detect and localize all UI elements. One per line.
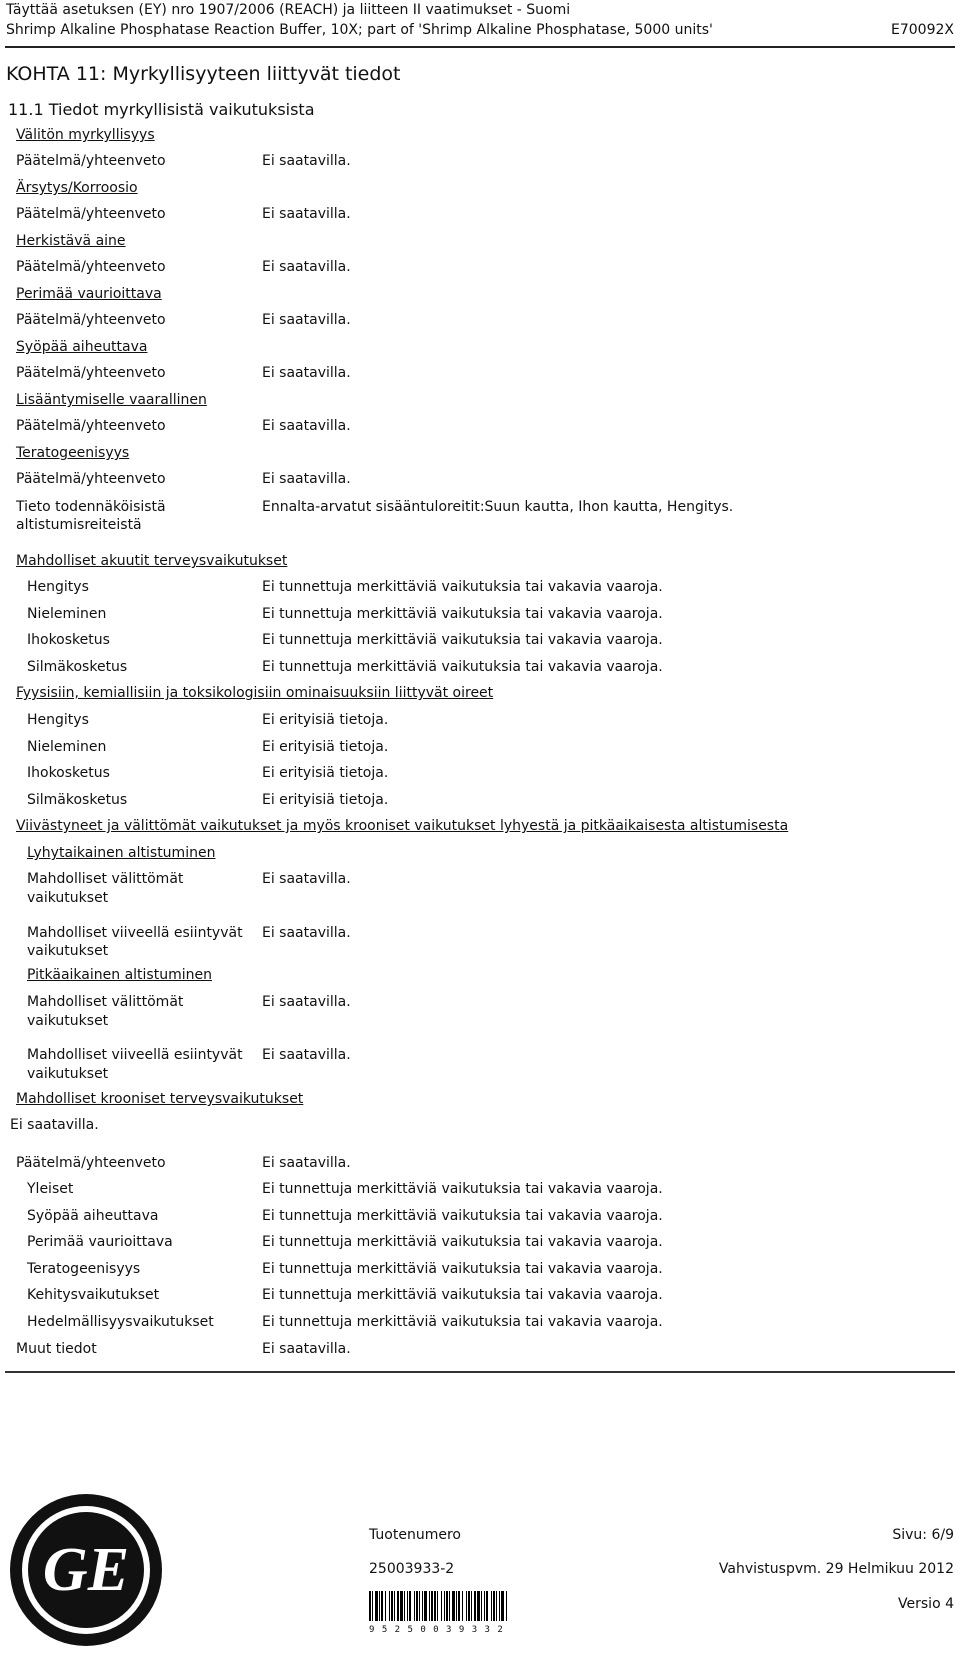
- barcode-bar: [446, 1591, 448, 1621]
- carcinogenic-summary-value: Ei saatavilla.: [262, 365, 351, 381]
- barcode-bar: [466, 1591, 467, 1621]
- chronic-effect-label: Yleiset: [27, 1181, 74, 1197]
- reproductive-summary-value: Ei saatavilla.: [262, 418, 351, 434]
- chronic-heading: Mahdolliset krooniset terveysvaikutukset: [16, 1091, 304, 1107]
- teratogenic-summary-value: Ei saatavilla.: [262, 471, 351, 487]
- barcode-bar: [434, 1591, 436, 1621]
- barcode-bar: [407, 1591, 408, 1621]
- barcode-bar: [441, 1591, 442, 1621]
- barcode-bar: [391, 1591, 393, 1621]
- revision-date: Vahvistuspvm. 29 Helmikuu 2012: [718, 1561, 954, 1577]
- product-name: Shrimp Alkaline Phosphatase Reaction Buffer, 10X; part of 'Shrimp Alkaline Phosphatase, 5000 units': [6, 22, 713, 38]
- acute-summary-label: Päätelmä/yhteenveto: [16, 153, 166, 169]
- acute-toxicity-heading: Välitön myrkyllisyys: [16, 127, 155, 143]
- chronic-effect-value: Ei tunnettuja merkittäviä vaikutuksia tai vakavia vaaroja.: [262, 1313, 663, 1330]
- carcinogenic-heading: Syöpää aiheuttava: [16, 339, 148, 355]
- barcode-bar: [499, 1591, 500, 1621]
- barcode-bar: [486, 1591, 488, 1621]
- acute-effect-label: Ihokosketus: [27, 632, 110, 648]
- symptom-value: Ei erityisiä tietoja.: [262, 765, 389, 781]
- other-info-label: Muut tiedot: [16, 1341, 97, 1357]
- reproductive-heading: Lisääntymiselle vaarallinen: [16, 392, 207, 408]
- barcode-bar: [404, 1591, 405, 1621]
- header-divider: [5, 46, 955, 48]
- short-term-heading: Lyhytaikainen altistuminen: [27, 845, 216, 861]
- chronic-effect-value: Ei tunnettuja merkittäviä vaikutuksia tai vakavia vaaroja.: [262, 1181, 663, 1197]
- barcode-digits: 9 5 2 5 0 0 3 9 3 3 2: [369, 1625, 504, 1635]
- long-delayed-label-2: vaikutukset: [27, 1066, 109, 1082]
- irritation-summary-value: Ei saatavilla.: [262, 206, 351, 222]
- barcode-bar: [493, 1591, 495, 1621]
- symptom-label: Hengitys: [27, 712, 89, 728]
- acute-summary-value: Ei saatavilla.: [262, 153, 351, 169]
- symptom-value: Ei erityisiä tietoja.: [262, 791, 389, 808]
- barcode-bar: [372, 1591, 373, 1621]
- barcode-bar: [437, 1591, 438, 1621]
- barcode-bar: [381, 1591, 383, 1621]
- product-number: 25003933-2: [369, 1561, 455, 1577]
- regulation-line: Täyttää asetuksen (EY) nro 1907/2006 (REACH) ja liitteen II vaatimukset - Suomi: [6, 2, 571, 18]
- content-divider: [5, 1371, 955, 1373]
- barcode-bar: [501, 1591, 504, 1621]
- barcode-bar: [429, 1591, 430, 1621]
- exposure-routes-value: Ennalta-arvatut sisääntuloreitit:Suun kautta, Ihon kautta, Hengitys.: [262, 499, 734, 515]
- acute-health-heading: Mahdolliset akuutit terveysvaikutukset: [16, 553, 288, 569]
- barcode-bar: [414, 1591, 415, 1621]
- acute-effect-label: Hengitys: [27, 579, 89, 595]
- irritation-summary-label: Päätelmä/yhteenveto: [16, 206, 166, 222]
- symptom-label: Ihokosketus: [27, 765, 110, 781]
- section-title: KOHTA 11: Myrkyllisyyteen liittyvät tiedot: [6, 63, 401, 85]
- acute-effect-value: Ei tunnettuja merkittäviä vaikutuksia tai vakavia vaaroja.: [262, 632, 663, 648]
- chronic-effect-value: Ei tunnettuja merkittäviä vaikutuksia tai vakavia vaaroja.: [262, 1234, 663, 1250]
- short-immediate-label-1: Mahdolliset välittömät: [27, 871, 184, 887]
- chronic-effect-label: Perimää vaurioittava: [27, 1234, 173, 1250]
- barcode-bar: [389, 1591, 390, 1621]
- barcode-bar: [431, 1591, 433, 1621]
- chronic-effect-label: Syöpää aiheuttava: [27, 1207, 159, 1224]
- chronic-effect-value: Ei tunnettuja merkittäviä vaikutuksia tai vakavia vaaroja.: [262, 1207, 663, 1224]
- chronic-effect-label: Hedelmällisyysvaikutukset: [27, 1313, 214, 1330]
- teratogenic-summary-label: Päätelmä/yhteenveto: [16, 471, 166, 487]
- page-number: Sivu: 6/9: [892, 1527, 954, 1543]
- short-delayed-value: Ei saatavilla.: [262, 925, 351, 941]
- barcode-bar: [422, 1591, 423, 1621]
- acute-effect-label: Nieleminen: [27, 605, 107, 622]
- mutagenic-summary-value: Ei saatavilla.: [262, 312, 351, 328]
- long-delayed-label-1: Mahdolliset viiveellä esiintyvät: [27, 1047, 243, 1063]
- chronic-effect-value: Ei tunnettuja merkittäviä vaikutuksia tai vakavia vaaroja.: [262, 1260, 663, 1277]
- barcode-bar: [474, 1591, 476, 1621]
- acute-effect-label: Silmäkosketus: [27, 658, 128, 675]
- product-number-label: Tuotenumero: [369, 1527, 461, 1543]
- short-delayed-label-1: Mahdolliset viiveellä esiintyvät: [27, 925, 243, 941]
- barcode-bar: [379, 1591, 380, 1621]
- mutagenic-heading: Perimää vaurioittava: [16, 286, 162, 302]
- barcode-bar: [385, 1591, 386, 1621]
- symptom-value: Ei erityisiä tietoja.: [262, 738, 389, 755]
- barcode-bar: [394, 1591, 395, 1621]
- barcode-bar: [491, 1591, 492, 1621]
- chronic-summary-value: Ei saatavilla.: [262, 1155, 351, 1171]
- acute-effect-value: Ei tunnettuja merkittäviä vaikutuksia tai vakavia vaaroja.: [262, 605, 663, 622]
- barcode-bar: [409, 1591, 411, 1621]
- sensitiser-heading: Herkistävä aine: [16, 233, 126, 249]
- barcode-bar: [481, 1591, 482, 1621]
- chronic-summary-label: Päätelmä/yhteenveto: [16, 1155, 166, 1171]
- short-immediate-label-2: vaikutukset: [27, 890, 109, 906]
- barcode-bar: [375, 1591, 378, 1621]
- barcode-bar: [471, 1591, 472, 1621]
- long-immediate-label-2: vaikutukset: [27, 1013, 109, 1029]
- reproductive-summary-label: Päätelmä/yhteenveto: [16, 418, 166, 434]
- barcode-bar: [477, 1591, 480, 1621]
- ge-logo: [6, 1490, 166, 1650]
- teratogenic-heading: Teratogeenisyys: [16, 445, 130, 461]
- barcode-bar: [397, 1591, 399, 1621]
- barcode-bar: [369, 1591, 371, 1621]
- acute-effect-value: Ei tunnettuja merkittäviä vaikutuksia tai vakavia vaaroja.: [262, 579, 663, 595]
- barcode-bar: [444, 1591, 445, 1621]
- long-term-heading: Pitkäaikainen altistuminen: [27, 967, 212, 983]
- barcode-bar: [419, 1591, 420, 1621]
- mutagenic-summary-label: Päätelmä/yhteenveto: [16, 312, 166, 328]
- symptom-label: Nieleminen: [27, 738, 107, 755]
- sensitiser-summary-value: Ei saatavilla.: [262, 259, 351, 275]
- chronic-effect-label: Kehitysvaikutukset: [27, 1287, 160, 1303]
- barcode-bar: [462, 1591, 463, 1621]
- chronic-effect-label: Teratogeenisyys: [27, 1260, 141, 1277]
- version: Versio 4: [898, 1596, 954, 1612]
- delayed-effects-heading: Viivästyneet ja välittömät vaikutukset ja myös krooniset vaikutukset lyhyestä ja pitkäaikaisesta altistumisesta: [16, 818, 789, 834]
- document-code: E70092X: [891, 22, 954, 38]
- barcode-bar: [458, 1591, 460, 1621]
- long-immediate-label-1: Mahdolliset välittömät: [27, 994, 184, 1010]
- irritation-heading: Ärsytys/Korroosio: [16, 180, 138, 196]
- barcode-bar: [400, 1591, 403, 1621]
- barcode-bar: [468, 1591, 470, 1621]
- exposure-routes-label-line1: Tieto todennäköisistä: [16, 499, 166, 515]
- chronic-intro: Ei saatavilla.: [10, 1117, 99, 1133]
- barcode-bar: [424, 1591, 427, 1621]
- acute-effect-value: Ei tunnettuja merkittäviä vaikutuksia tai vakavia vaaroja.: [262, 658, 663, 675]
- short-immediate-value: Ei saatavilla.: [262, 871, 351, 887]
- carcinogenic-summary-label: Päätelmä/yhteenveto: [16, 365, 166, 381]
- chronic-effect-value: Ei tunnettuja merkittäviä vaikutuksia tai vakavia vaaroja.: [262, 1287, 663, 1303]
- barcode-icon: [369, 1591, 509, 1621]
- barcode: [369, 1591, 509, 1635]
- barcode-bar: [452, 1591, 455, 1621]
- sensitiser-summary-label: Päätelmä/yhteenveto: [16, 259, 166, 275]
- symptom-label: Silmäkosketus: [27, 791, 128, 808]
- short-delayed-label-2: vaikutukset: [27, 943, 109, 959]
- symptoms-heading: Fyysisiin, kemiallisiin ja toksikologisiin ominaisuuksiin liittyvät oireet: [16, 685, 494, 701]
- other-info-value: Ei saatavilla.: [262, 1341, 351, 1357]
- long-immediate-value: Ei saatavilla.: [262, 994, 351, 1010]
- exposure-routes-label-line2: altistumisreiteistä: [16, 517, 142, 533]
- barcode-bar: [449, 1591, 450, 1621]
- section-subtitle: 11.1 Tiedot myrkyllisistä vaikutuksista: [8, 100, 315, 119]
- ge-logo-icon: [6, 1490, 166, 1650]
- long-delayed-value: Ei saatavilla.: [262, 1047, 351, 1063]
- barcode-bar: [456, 1591, 457, 1621]
- logo-monogram: GE: [42, 1536, 130, 1604]
- barcode-bar: [506, 1591, 507, 1621]
- barcode-bar: [484, 1591, 485, 1621]
- symptom-value: Ei erityisiä tietoja.: [262, 712, 389, 728]
- barcode-bar: [496, 1591, 497, 1621]
- barcode-bar: [416, 1591, 418, 1621]
